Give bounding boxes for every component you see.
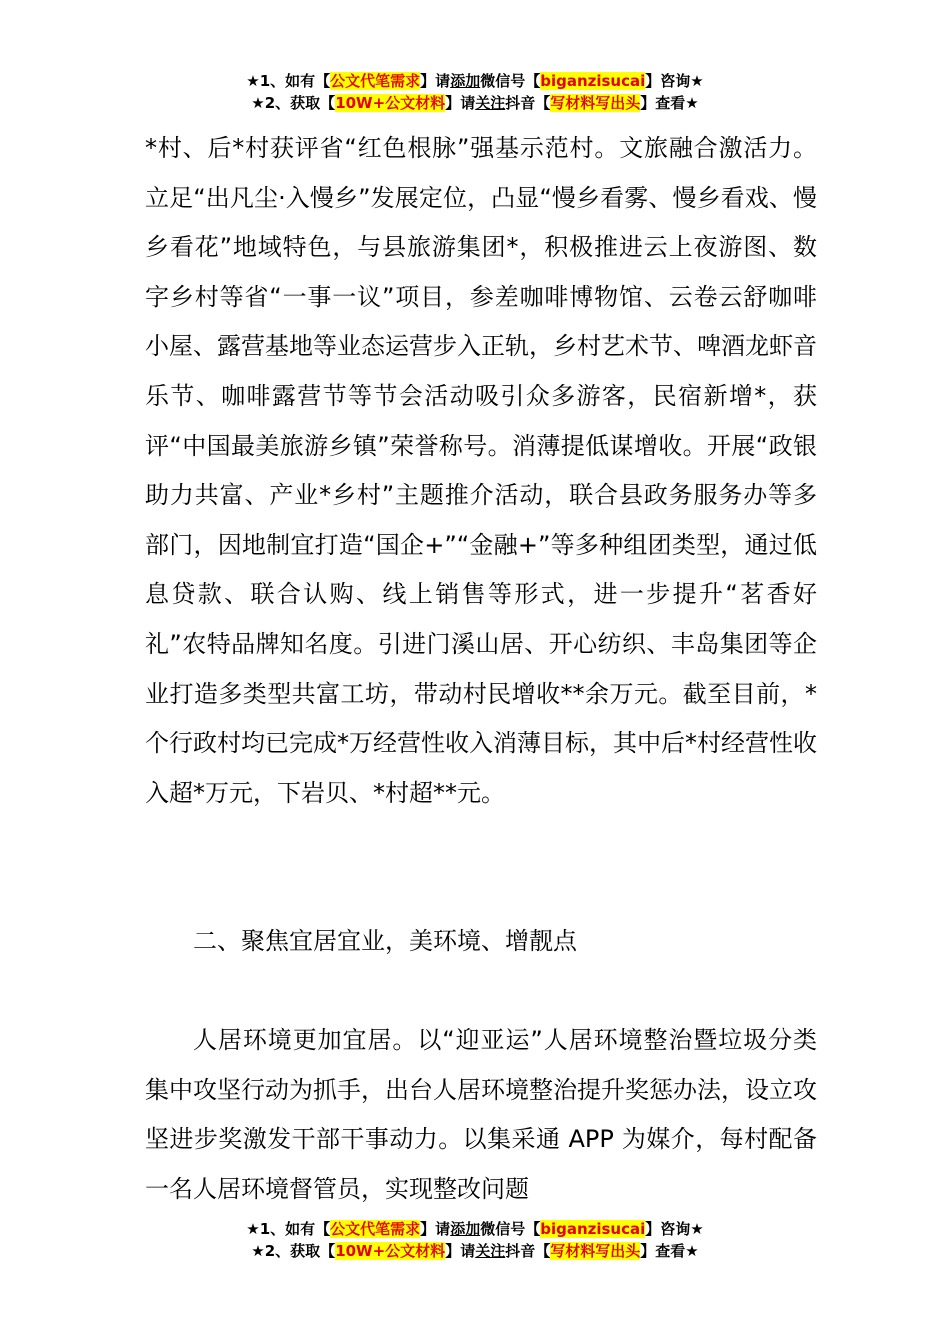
paragraph-2: 人居环境更加宜居。以“迎亚运”人居环境整治暨垃圾分类集中攻坚行动为抓手，出台人居环境整治提升奖惩办法，设立攻坚进步奖激发干部干事动力。以集采通 APP 为媒介，每村配备一名人居环境督管员，实现整改问题 (145, 1026, 817, 1203)
banner-text: 】咨询★ (645, 1220, 704, 1238)
banner-text: 微信号【 (480, 1220, 541, 1238)
banner-text: ★2、获取【 (251, 94, 336, 112)
banner-line-2 (0, 92, 950, 114)
banner-highlight: 公文代笔需求 (330, 1220, 421, 1238)
body-section-1 (145, 124, 817, 818)
banner-text: 】请 (445, 94, 476, 112)
banner-text: ★2、获取【 (251, 1242, 336, 1260)
footer-banner (0, 1218, 950, 1262)
banner-text: 】查看★ (640, 94, 699, 112)
banner-highlight: 10W+公文材料 (335, 1242, 446, 1260)
banner-text: 】查看★ (640, 1242, 699, 1260)
banner-text: 微信号【 (480, 72, 541, 90)
banner-highlight: biganzisucai (540, 1220, 646, 1238)
banner-highlight: 写材料写出头 (550, 1242, 641, 1260)
banner-text: 】请 (420, 72, 451, 90)
banner-text: 】请 (445, 1242, 476, 1260)
banner-text: 抖音【 (505, 1242, 551, 1260)
paragraph-1: *村、后*村获评省“红色根脉”强基示范村。文旅融合激活力。立足“出凡尘·入慢乡”发展定位，凸显“慢乡看雾、慢乡看戏、慢乡看花”地域特色，与县旅游集团*，积极推进云上夜游图、数字乡村等省“一事一议”项目，参差咖啡博物馆、云卷云舒咖啡小屋、露营基地等业态运营步入正轨，乡村艺术节、啤酒龙虾音乐节、咖啡露营节等节会活动吸引众多游客，民宿新增*，获评“中国最美旅游乡镇”荣誉称号。消薄提低谋增收。开展“政银助力共富、产业*乡村”主题推介活动，联合县政务服务办等多部门，因地制宜打造“国企+”“金融+”等多种组团类型，通过低息贷款、联合认购、线上销售等形式，进一步提升“茗香好礼”农特品牌知名度。引进门溪山居、开心纺织、丰岛集团等企业打造多类型共富工坊，带动村民增收**余万元。截至目前，*个行政村均已完成*万经营性收入消薄目标，其中后*村经营性收入超*万元，下岩贝、*村超**元。 (145, 134, 817, 807)
banner-text: 】请 (420, 1220, 451, 1238)
banner-text: ★1、如有【 (246, 72, 331, 90)
banner-underline: 添加 (450, 1220, 481, 1238)
banner-highlight: 公文代笔需求 (330, 72, 421, 90)
banner-highlight: biganzisucai (540, 72, 646, 90)
banner-line-1 (0, 1218, 950, 1240)
banner-text: 抖音【 (505, 94, 551, 112)
banner-text: ★1、如有【 (246, 1220, 331, 1238)
banner-line-2 (0, 1240, 950, 1262)
banner-underline: 关注 (475, 94, 506, 112)
body-section-2 (145, 1016, 817, 1214)
banner-underline: 关注 (475, 1242, 506, 1260)
banner-underline: 添加 (450, 72, 481, 90)
header-banner (0, 70, 950, 114)
banner-text: 】咨询★ (645, 72, 704, 90)
banner-highlight: 10W+公文材料 (335, 94, 446, 112)
banner-line-1 (0, 70, 950, 92)
banner-highlight: 写材料写出头 (550, 94, 641, 112)
section-heading: 二、聚焦宜居宜业，美环境、增靓点 (193, 927, 577, 955)
